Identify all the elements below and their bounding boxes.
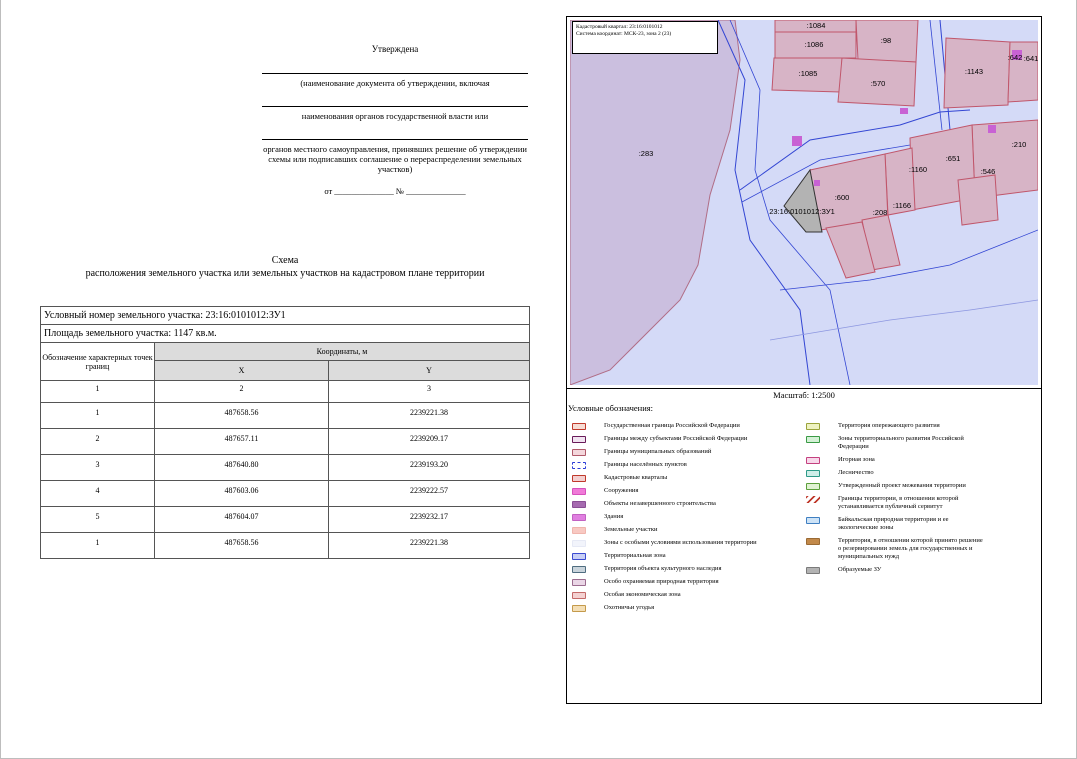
approval-block xyxy=(262,44,528,196)
point-id: 5 xyxy=(41,507,155,533)
legend-item xyxy=(806,566,986,574)
label-parcel-1086: :1086 xyxy=(804,40,824,49)
approval-caption-2: наименования органов государственной власти или xyxy=(301,111,489,121)
legend-label: Сооружения xyxy=(604,487,639,494)
legend-item xyxy=(572,474,772,482)
point-id: 4 xyxy=(41,481,155,507)
legend-swatch xyxy=(572,501,586,508)
label-parcel-210: :210 xyxy=(1011,140,1027,149)
label-parcel-641: :641 xyxy=(1023,54,1038,63)
legend-label: Земельные участки xyxy=(604,526,658,533)
legend-swatch xyxy=(572,592,586,599)
legend-item xyxy=(806,482,986,490)
legend-swatch xyxy=(806,538,820,545)
from-label: от xyxy=(324,186,333,196)
legend-item xyxy=(806,469,986,477)
table-row xyxy=(41,429,530,455)
coord-y: 2239221.38 xyxy=(329,403,530,429)
legend-label: Территория объекта культурного наследия xyxy=(604,565,722,572)
coord-y: 2239221.38 xyxy=(329,533,530,559)
legend-item xyxy=(572,422,772,430)
number-blank: ______________ xyxy=(406,186,466,196)
cadastral-map[interactable] xyxy=(570,20,1038,385)
legend-label: Байкальская природная территория и ее экологические зоны xyxy=(838,516,949,531)
coord-y: 2239193.20 xyxy=(329,455,530,481)
legend-item xyxy=(572,604,772,612)
table-row xyxy=(41,533,530,559)
column-number: 3 xyxy=(329,381,530,403)
label-parcel-546: :546 xyxy=(980,167,996,176)
legend-label: Территория, в отношении которой принято решение о резервировании земель для государственных и муниципальных нужд xyxy=(838,537,983,560)
building xyxy=(814,180,820,186)
scheme-title-line-1: Схема xyxy=(271,255,299,266)
legend-swatch xyxy=(572,566,586,573)
legend-swatch xyxy=(806,483,820,490)
label-parcel-98: :98 xyxy=(880,36,892,45)
point-id: 2 xyxy=(41,429,155,455)
legend-label: Кадастровые кварталы xyxy=(604,474,668,481)
blank-line-2 xyxy=(262,106,528,107)
legend-title: Условные обозначения: xyxy=(568,403,654,413)
legend-swatch xyxy=(572,605,586,612)
legend-swatch xyxy=(806,567,820,574)
label-parcel-1085: :1085 xyxy=(798,69,818,78)
legend-swatch xyxy=(572,488,586,495)
legend-swatch xyxy=(806,496,820,503)
parcel-546[interactable] xyxy=(958,175,998,225)
label-parcel-642: :642 xyxy=(1007,53,1023,62)
blank-line-1 xyxy=(262,73,528,74)
scheme-title xyxy=(40,254,530,280)
conditional-number: Условный номер земельного участка: 23:16:0101012:ЗУ1 xyxy=(41,307,530,325)
number-label: № xyxy=(395,186,405,196)
label-parcel-1166: :1166 xyxy=(892,201,912,210)
legend-item xyxy=(806,435,986,451)
legend-swatch xyxy=(572,527,586,534)
legend-item xyxy=(572,539,772,547)
legend-swatch xyxy=(572,475,586,482)
legend-swatch xyxy=(572,579,586,586)
legend-swatch xyxy=(572,462,586,469)
legend-item xyxy=(572,513,772,521)
coord-x: 487657.11 xyxy=(155,429,329,455)
cadastral-quarter: Кадастровый квартал: 23:16:0101012 xyxy=(576,24,663,30)
approval-date-number-row xyxy=(262,186,528,196)
header-y: Y xyxy=(329,361,530,381)
legend-column-2 xyxy=(806,422,986,579)
label-parcel-570: :570 xyxy=(870,79,886,88)
from-blank: ______________ xyxy=(334,186,394,196)
label-parcel-zu1: 23:16:0101012:ЗУ1 xyxy=(769,207,835,216)
legend-label: Особая экономическая зона xyxy=(604,591,681,598)
point-id: 1 xyxy=(41,403,155,429)
legend-label: Особо охраняемая природная территория xyxy=(604,578,719,585)
building xyxy=(900,108,908,114)
point-id: 3 xyxy=(41,455,155,481)
legend-label: Государственная граница Российской Федерации xyxy=(604,422,740,429)
legend-item xyxy=(806,516,986,532)
table-row xyxy=(41,455,530,481)
approval-caption-1: (наименование документа об утверждении, включая xyxy=(300,78,490,88)
building xyxy=(792,136,802,146)
legend-label: Границы населённых пунктов xyxy=(604,461,687,468)
legend-item xyxy=(806,456,986,464)
legend-label: Лесничество xyxy=(838,469,874,476)
map-canvas xyxy=(570,20,1038,385)
blank-line-3 xyxy=(262,139,528,140)
legend-item xyxy=(572,487,772,495)
legend-label: Игорная зона xyxy=(838,456,875,463)
label-parcel-651: :651 xyxy=(945,154,961,163)
label-parcel-208: :208 xyxy=(872,208,888,217)
approval-caption-3: органов местного самоуправления, принявших решение об утверждении схемы или подписавших соглашение о перераспределении земельных участков) xyxy=(263,144,527,174)
coord-y: 2239222.57 xyxy=(329,481,530,507)
map-scale: Масштаб: 1:2500 xyxy=(773,390,835,400)
legend-swatch xyxy=(572,449,586,456)
legend-swatch xyxy=(572,423,586,430)
legend-label: Границы муниципальных образований xyxy=(604,448,712,455)
coordinate-system: Система координат: МСК-23, зона 2 (23) xyxy=(576,31,672,37)
legend-swatch xyxy=(806,436,820,443)
label-parcel-283: :283 xyxy=(638,149,654,158)
scheme-title-line-2: расположения земельного участка или земельных участков на кадастровом плане территории xyxy=(85,268,485,279)
legend-label: Границы территории, в отношении которой устанавливается публичный сервитут xyxy=(838,495,959,510)
legend-item xyxy=(572,461,772,469)
coord-x: 487604.07 xyxy=(155,507,329,533)
coord-x: 487658.56 xyxy=(155,403,329,429)
legend-item xyxy=(572,448,772,456)
legend-swatch xyxy=(572,540,586,547)
legend-item xyxy=(806,495,986,511)
header-coordinates: Координаты, м xyxy=(155,343,530,361)
header-points: Обозначение характерных точек границ xyxy=(41,343,155,381)
table-row xyxy=(41,403,530,429)
coord-y: 2239232.17 xyxy=(329,507,530,533)
label-parcel-600: :600 xyxy=(834,193,850,202)
coord-x: 487658.56 xyxy=(155,533,329,559)
approved-title: Утверждена xyxy=(371,44,419,54)
legend-swatch xyxy=(806,457,820,464)
legend-label: Границы между субъектами Российской Федерации xyxy=(604,435,748,442)
coordinates-table xyxy=(40,306,530,559)
coord-x: 487640.80 xyxy=(155,455,329,481)
legend-item xyxy=(572,526,772,534)
header-x: X xyxy=(155,361,329,381)
legend-label: Территориальная зона xyxy=(604,552,666,559)
legend-label: Образуемые ЗУ xyxy=(838,566,882,573)
legend-label: Охотничьи угодья xyxy=(604,604,655,611)
legend-label: Зоны с особыми условиями использования территории xyxy=(604,539,757,546)
legend-label: Объекты незавершенного строительства xyxy=(604,500,716,507)
legend-item xyxy=(806,537,986,561)
label-parcel-1143: :1143 xyxy=(964,67,984,76)
point-id: 1 xyxy=(41,533,155,559)
map-info-box xyxy=(572,21,718,54)
legend-item xyxy=(572,578,772,586)
legend-swatch xyxy=(806,423,820,430)
coord-x: 487603.06 xyxy=(155,481,329,507)
legend-swatch xyxy=(572,553,586,560)
legend-swatch xyxy=(806,517,820,524)
column-number: 1 xyxy=(41,381,155,403)
table-row xyxy=(41,481,530,507)
parcel-area: Площадь земельного участка: 1147 кв.м. xyxy=(41,325,530,343)
legend-item xyxy=(572,500,772,508)
legend-label: Территория опережающего развития xyxy=(838,422,940,429)
legend-column-1 xyxy=(572,422,772,617)
label-parcel-1084: :1084 xyxy=(806,21,826,30)
legend-item xyxy=(572,565,772,573)
legend-item xyxy=(806,422,986,430)
legend-item xyxy=(572,435,772,443)
legend-item xyxy=(572,591,772,599)
legend-swatch xyxy=(806,470,820,477)
legend-label: Зоны территориального развития Российской Федерации xyxy=(838,435,964,450)
legend-label: Утвержденный проект межевания территории xyxy=(838,482,966,489)
map-divider xyxy=(566,388,1042,389)
legend-item xyxy=(572,552,772,560)
legend-swatch xyxy=(572,436,586,443)
legend-label: Здания xyxy=(604,513,624,520)
building xyxy=(988,125,996,133)
table-row xyxy=(41,507,530,533)
legend-swatch xyxy=(572,514,586,521)
column-number: 2 xyxy=(155,381,329,403)
label-parcel-1160: :1160 xyxy=(908,165,928,174)
coord-y: 2239209.17 xyxy=(329,429,530,455)
